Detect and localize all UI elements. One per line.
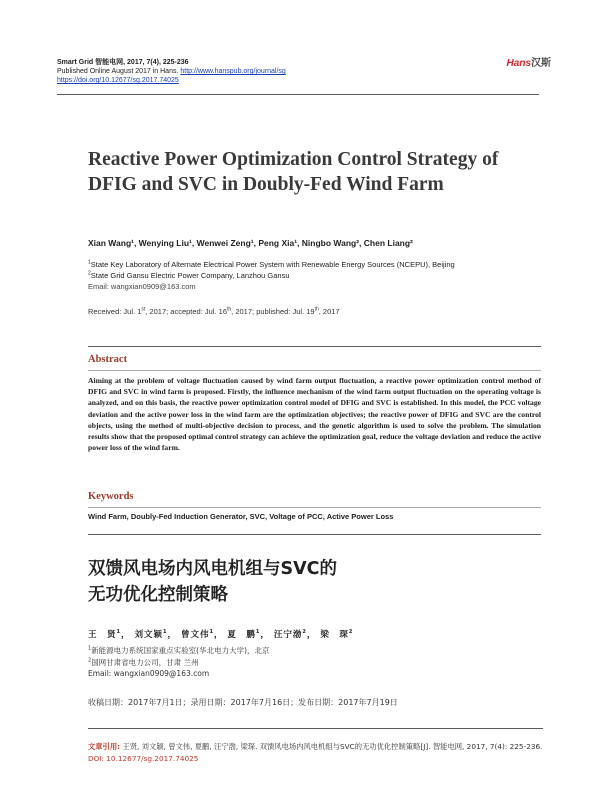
doi-link[interactable]: https://doi.org/10.12677/sg.2017.74025 [57, 77, 179, 84]
affiliation-2: $^2$State Grid Gansu Electric Power Company, Lanzhou Gansu [88, 270, 290, 280]
journal-header [57, 58, 477, 85]
abstract-body: Aiming at the problem of voltage fluctuation caused by wind farm output fluctuation, a reactive power optimization control method of DFIG and SVC in wind farm is proposed. Firstly, the influence mechanism of the wind farm output fluctuation on the operating voltage is analyzed, and on this basis, the reactive power optimization control model of DFIG and SVC is established. In this model, the PCC voltage deviation and the active power loss in the wind farm are the optimization objectives; the reactive power of DFIG and SVC are the control objects, using the method of multi-objective decision to process, and the genetic algorithm is used to solve the problem. The simulation results show that the proposed optimal control strategy can achieve the optimization goal, reduce the voltage deviation and reduce the active power loss of the wind farm. [88, 376, 541, 453]
authors-cn: 王 贤$^1$， 刘文颖$^1$， 曾文伟$^1$， 夏 鹏$^1$， 汪宁渤$^2$， 梁 琛$^2$ [88, 629, 354, 640]
citation-doi[interactable]: DOI: 10.12677/sg.2017.74025 [88, 754, 199, 763]
author-cn: 刘文颖 [134, 630, 163, 640]
received-dates-en: Received: Jul. 1st, 2017; accepted: Jul. 16th, 2017; published: Jul. 19th, 2017 [88, 306, 340, 316]
journal-name-cn: 智能电网 [95, 59, 124, 66]
paper-title-en: Reactive Power Optimization Control Strategy of DFIG and SVC in Doubly-Fed Wind Farm [88, 149, 499, 195]
publisher-logo [507, 54, 551, 69]
email-cn: Email: wangxian0909@163.com [88, 669, 210, 678]
author-cn: 王 贤 [88, 630, 117, 640]
author-cn: 曾文伟 [180, 630, 210, 640]
logo-hanzi: 汉斯 [531, 58, 551, 69]
abstract-top-rule [88, 346, 541, 347]
authors-en: Xian Wang¹, Wenying Liu¹, Wenwei Zeng¹, Peng Xia¹, Ningbo Wang², Chen Liang² [88, 238, 413, 248]
paper-title-cn [88, 556, 528, 608]
keywords-bottom-rule [88, 534, 541, 535]
email-en: Email: wangxian0909@163.com [88, 282, 196, 291]
citation-label: 文章引用: [88, 742, 121, 751]
journal-name-en: Smart Grid [57, 59, 94, 66]
affiliation-1: $^1$State Key Laboratory of Alternate Electrical Power System with Renewable Energy Sources (NCEPU), Beijing [88, 259, 455, 269]
affiliations-cn [88, 645, 548, 680]
keywords-heading-rule [88, 507, 541, 508]
journal-volume: , 2017, 7(4), 225-236 [123, 59, 189, 66]
citation-block [88, 741, 543, 765]
keywords-list: Wind Farm, Doubly-Fed Induction Generator, SVC, Voltage of PCC, Active Power Loss [88, 512, 394, 521]
paper-title-cn-line-2: 无功优化控制策略 [88, 585, 228, 605]
abstract-heading: Abstract [88, 354, 128, 365]
paper-title-cn-line-1: 双馈风电场内风电机组与SVC的 [88, 559, 337, 579]
published-text: Published Online August 2017 in Hans. [57, 68, 181, 75]
citation-text: 王贤, 刘文颖, 曾文伟, 夏鹏, 汪宁渤, 梁琛. 双馈风电场内风电机组与SVC的无功优化控制策略[J]. 智能电网, 2017, 7(4): 225-236. [120, 742, 543, 751]
affiliation-cn-1: $^1$新能源电力系统国家重点实验室(华北电力大学)，北京 [88, 645, 270, 655]
citation-divider [88, 728, 543, 729]
header-divider [57, 94, 539, 95]
affiliations-en [88, 259, 548, 292]
published-line [57, 67, 477, 76]
keywords-heading: Keywords [88, 491, 134, 502]
author-cn: 汪宁渤 [273, 630, 303, 640]
abstract-heading-rule [88, 370, 541, 371]
author-cn: 夏 鹏 [227, 630, 256, 640]
author-cn: 梁 琛 [320, 630, 349, 640]
received-dates-cn: 收稿日期：2017年7月1日；录用日期：2017年7月16日；发布日期：2017年7月19日 [88, 698, 398, 707]
journal-url-link[interactable]: http://www.hanspub.org/journal/sg [180, 68, 286, 75]
affiliation-cn-2: $^2$国网甘肃省电力公司，甘肃 兰州 [88, 657, 199, 667]
journal-citation-line [57, 58, 477, 67]
logo-hans: Hans [506, 58, 531, 69]
